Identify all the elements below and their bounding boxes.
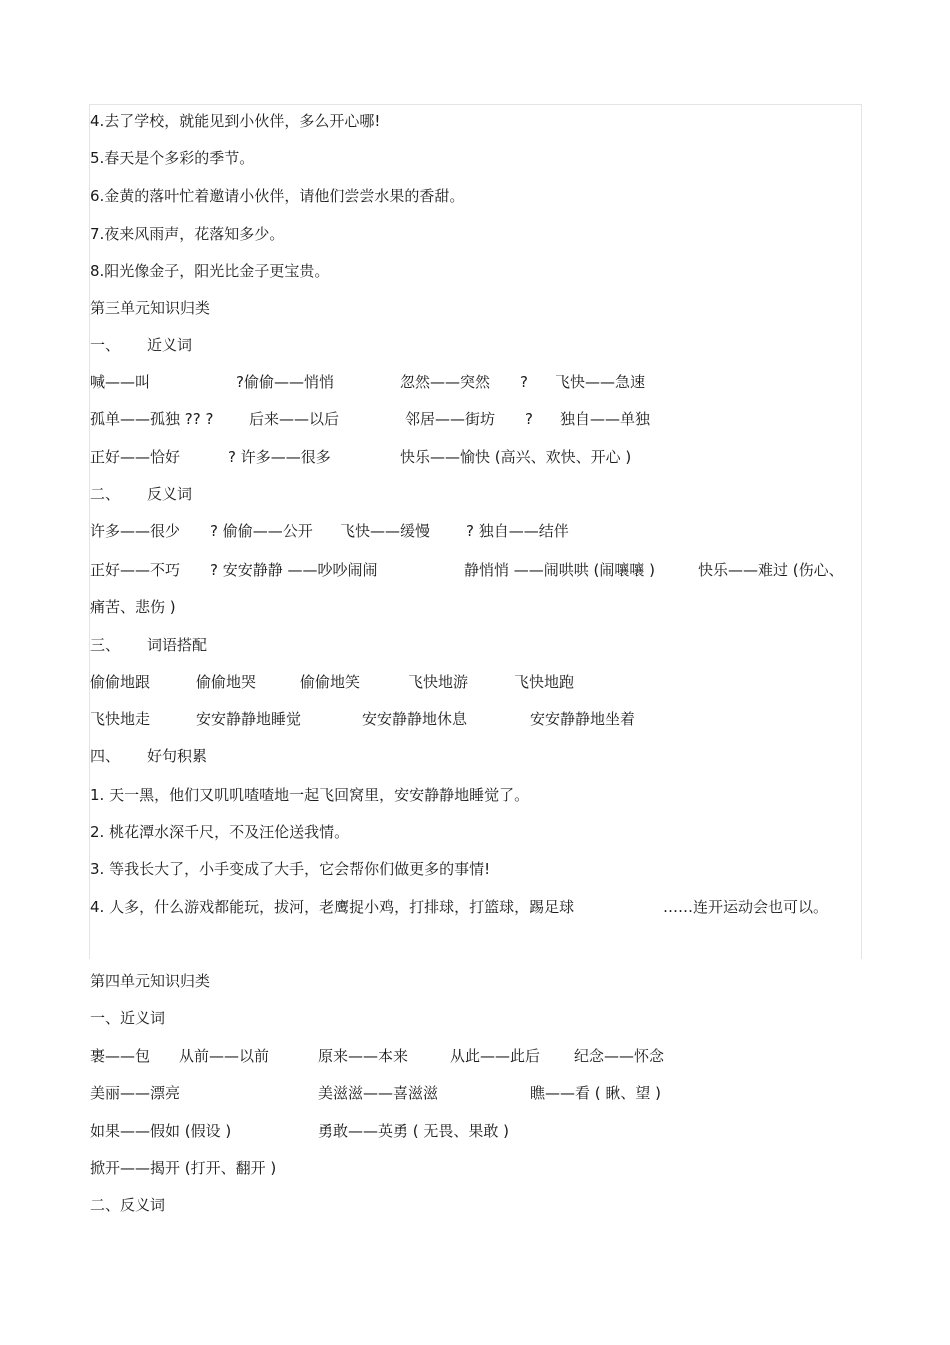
word-pair: 从前——以前 [179,1047,270,1065]
heading-text: 词语搭配 [147,636,208,654]
word-pair: 忽然——突然 [400,373,491,391]
good-sentence-2: 2. 桃花潭水深千尺，不及汪伦送我情。 [90,823,350,841]
word-pair: ? 独自——结伴 [466,522,569,540]
word-pair: ? 许多——很多 [228,448,331,466]
word-pair: 静悄悄 ——闹哄哄 (闹嚷嚷 ) [464,561,656,579]
separator-mark: ? [525,410,533,428]
unit4-title: 第四单元知识归类 [90,972,211,990]
word-pair: 勇敢——英勇 ( 无畏、果敢 ) [318,1122,510,1140]
word-pair: 邻居——街坊 [405,410,496,428]
sentence-4: 4.去了学校，就能见到小伙伴，多么开心哪! [90,112,381,130]
phrase: 偷偷地笑 [300,673,361,691]
heading-number: 三、 [90,636,121,654]
sentence-6: 6.金黄的落叶忙着邀请小伙伴，请他们尝尝水果的香甜。 [90,187,465,205]
good-sentence-3: 3. 等我长大了，小手变成了大手，它会帮你们做更多的事情! [90,860,491,878]
word-pair: 独自——单独 [560,410,651,428]
phrase: 安安静静地坐着 [530,710,636,728]
phrase: 偷偷地哭 [196,673,257,691]
sentence-5: 5.春天是个多彩的季节。 [90,149,255,167]
heading-number: 二、 [90,485,121,503]
word-pair: 快乐——难过 (伤心、 [698,561,844,579]
word-pair: 美丽——漂亮 [90,1084,181,1102]
sentence-8: 8.阳光像金子，阳光比金子更宝贵。 [90,262,330,280]
word-pair: 纪念——怀念 [574,1047,665,1065]
word-pair: 瞧——看 ( 瞅、望 ) [530,1084,662,1102]
word-pair: 后来——以后 [249,410,340,428]
word-pair: ?偷偷——悄悄 [236,373,334,391]
unit3-title: 第三单元知识归类 [90,299,211,317]
word-pair: 快乐——愉快 (高兴、欢快、开心 ) [400,448,632,466]
good-sentence-1: 1. 天一黑，他们又叽叽喳喳地一起飞回窝里，安安静静地睡觉了。 [90,786,530,804]
sentence-part: ……连开运动会也可以。 [663,898,829,916]
word-pair: 飞快——急速 [555,373,646,391]
unit4-antonyms-heading: 二、反义词 [90,1196,166,1214]
word-pair: 孤单——孤独 ?? ? [90,410,214,428]
phrase: 飞快地游 [408,673,469,691]
separator-mark: ? [520,373,528,391]
word-pair: 正好——恰好 [90,448,181,466]
word-pair: 美滋滋——喜滋滋 [318,1084,439,1102]
word-pair: 飞快——缓慢 [340,522,431,540]
unit3-antonyms-row-3: 痛苦、悲伤 ) [90,598,176,616]
heading-text: 反义词 [147,485,193,503]
sentence-part: 4. 人多，什么游戏都能玩，拔河，老鹰捉小鸡，打排球，打篮球，踢足球 [90,898,575,916]
phrase: 安安静静地睡觉 [196,710,302,728]
phrase: 安安静静地休息 [362,710,468,728]
phrase: 飞快地跑 [514,673,575,691]
word-pair: ? 偷偷——公开 [210,522,313,540]
word-pair: 原来——本来 [318,1047,409,1065]
word-pair: ? 安安静静 ——吵吵闹闹 [210,561,378,579]
sentence-7: 7.夜来风雨声，花落知多少。 [90,225,285,243]
heading-text: 近义词 [147,336,193,354]
heading-number: 一、 [90,336,121,354]
word-pair: 从此——此后 [450,1047,541,1065]
word-pair: 喊——叫 [90,373,151,391]
word-pair: 许多——很少 [90,522,181,540]
unit4-synonyms-heading: 一、近义词 [90,1009,166,1027]
unit4-synonyms-row-4: 掀开——揭开 (打开、翻开 ) [90,1159,277,1177]
word-pair: 如果——假如 (假设 ) [90,1122,232,1140]
heading-number: 四、 [90,747,121,765]
word-pair: 正好——不巧 [90,561,181,579]
heading-text: 好句积累 [147,747,208,765]
phrase: 偷偷地跟 [90,673,151,691]
word-pair: 裹——包 [90,1047,151,1065]
phrase: 飞快地走 [90,710,151,728]
